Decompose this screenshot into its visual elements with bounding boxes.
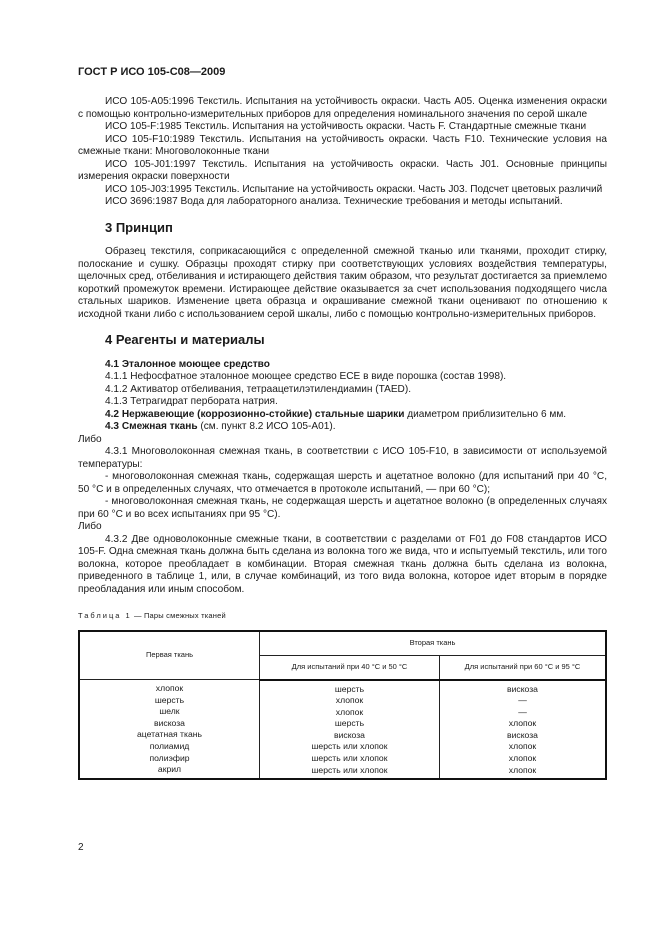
clause-4-1-3: 4.1.3 Тетрагидрат пербората натрия. [105,396,278,407]
second-fabric-60-column [440,680,607,780]
table-cell: — [518,695,527,706]
table-cell: вискоза [154,717,185,728]
table-cell: хлопок [508,718,537,729]
table-cell: акрил [157,764,182,775]
clause-4-3-2: 4.3.2 Две одноволоконные смежные ткани, в соответствии с разделами от F01 до F08 стандартов ИСО 105-F. Одна смежная ткань должна быть сделана из волокна того же вида, что и испытуемый текстиль, или того волокна, которое преобладает в комбинации. Вторая смежная ткань должна быть сделана из волокна, приведенного в таблице 1, или, в случае комбинаций, из того вида волокна, которое идет вторым в порядке преобладания или иным способом. [78,533,607,595]
clause-4-3-text: (см. пункт 8.2 ИСО 105-A01). [197,421,336,432]
clause-4-2 [78,409,607,422]
table-caption-text: — Пары смежных тканей [131,611,226,620]
table-cell: шерсть или хлопок [311,764,388,775]
page-number: 2 [78,842,84,853]
table-cell: вискоза [507,729,538,740]
second-fabric-40-column [260,680,440,780]
table-cell: полиамид [149,740,190,751]
table-cell: хлопок [155,683,184,693]
clause-4-3-1: 4.3.1 Многоволоконная смежная ткань, в соответствии с ИСО 105-F10, в зависимости от используемой температуры: [78,446,607,470]
subsection-4-1-heading: 4.1 Эталонное моющее средство [105,358,270,370]
clause-4-1-1: 4.1.1 Нефосфатное эталонное моющее средство ECE в виде порошка (состав 1998). [105,371,507,382]
table-body-row [79,680,606,780]
adjacent-fabrics-table [78,630,607,781]
either-label: Либо [78,433,102,445]
column-header-40-50: Для испытаний при 40 °С и 50 °С [260,655,440,680]
either-label: Либо [78,521,102,532]
clause-4-3 [78,421,607,434]
table-cell: вискоза [334,729,365,740]
table-caption-label: Таблица 1 [78,611,132,620]
reference: ИСО 105-F10:1989 Текстиль. Испытания на устойчивость окраски. Часть F10. Технические условия на смежные ткани: Многоволоконные ткани [78,133,607,157]
table-cell: шерсть [334,683,365,694]
table-cell: хлопок [335,695,364,706]
column-group-second-fabric: Вторая ткань [260,631,607,656]
column-header-first-fabric: Первая ткань [79,631,260,680]
table-cell: шерсть [334,718,365,729]
table-cell: шерсть или хлопок [311,741,388,752]
reference: ИСО 105-J03:1995 Текстиль. Испытание на устойчивость окраски. Часть J03. Подсчет цветовых различий [105,183,603,195]
reference: ИСО 105-A05:1996 Текстиль. Испытания на устойчивость окраски. Часть A05. Оценка изменения окраски с помощью контрольно-измерительных приборов для определения номинального значения по серой шкале [78,96,607,120]
list-item: - многоволоконная смежная ткань, содержащая шерсть и ацетатное волокно (для испытаний при 40 °C, 50 °C и в определенных случаях, что отмечается в протоколе испытаний, — при 60 °C); [78,471,607,495]
reference: ИСО 3696:1987 Вода для лабораторного анализа. Технические требования и методы испытаний. [105,196,563,207]
table-cell: полиэфир [149,752,190,763]
table-cell: шелк [159,706,180,717]
table-cell: шерсть или хлопок [311,753,388,764]
clause-4-1-2: 4.1.2 Активатор отбеливания, тетраацетилэтилендиамин (TAED). [105,383,412,395]
table-cell: — [518,706,527,717]
reference: ИСО 105-F:1985 Текстиль. Испытания на устойчивость окраски. Часть F. Стандартные смежные ткани [105,121,587,132]
reference: ИСО 105-J01:1997 Текстиль. Испытания на устойчивость окраски. Часть J01. Основные принципы измерения окраски поверхности [78,158,607,182]
table-cell: хлопок [508,741,537,752]
section-3-text: Образец текстиля, соприкасающийся с определенной смежной тканью или тканями, проходит стирку, полоскание и сушку. Образцы проходят стирку при соответствующих условиях воздействия температуры, щелочных сред, отбеливания и истирающего действия таким образом, что результат достигается за приемлемо короткий промежуток времени. Истирающее действие оказывается за счет использования подходящего числа стальных шариков. Изменение цвета образца и окрашивание смежной ткани оценивают по отношению к исходной ткани либо с использованием серой шкалы, либо с помощью контрольно-измерительных приборов. [78,246,607,320]
section-4-heading: 4 Реагенты и материалы [105,332,265,347]
table-cell: шерсть [154,694,185,705]
section-3-heading: 3 Принцип [105,219,173,235]
clause-4-2-text: диаметром приблизительно 6 мм. [404,408,567,420]
list-item: - многоволоконная смежная ткань, не содержащая шерсть и ацетатное волокно (в определенных случаях при 60 °C и во всех испытаниях при 95 °C). [78,496,607,520]
document-body [78,96,607,780]
table-cell: хлопок [508,753,537,764]
clause-4-2-heading: 4.2 Нержавеющие (коррозионно-стойкие) стальные шарики [105,408,405,420]
column-header-60-95: Для испытаний при 60 °С и 95 °С [440,655,607,680]
table-cell: хлопок [508,764,537,775]
table-cell: вискоза [507,683,538,694]
clause-4-3-heading: 4.3 Смежная ткань [105,421,198,432]
table-cell: ацетатная ткань [137,729,202,740]
table-caption [78,610,607,623]
first-fabric-column [79,680,260,780]
document-header: ГОСТ Р ИСО 105-С08—2009 [78,66,226,78]
table-cell: хлопок [335,706,364,717]
